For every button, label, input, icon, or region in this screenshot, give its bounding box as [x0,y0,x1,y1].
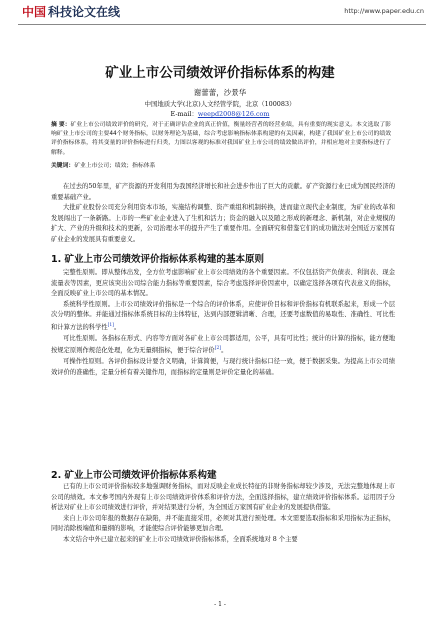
intro-paragraph: 在过去的50年里，矿产资源的开发利用为我国经济增长和社会进步作出了巨大的贡献。矿产资源行业已成为国民经济的重要基础产业。 [51,183,395,201]
header-divider [18,24,426,25]
section-paragraph: 完整性原则。即从整体出发，全方位考虑影响矿业上市公司绩效的各个重要因素。不仅包括资产负债表、利润表、现金流量表等因素，更应该突出公司综合能力指标等重要因素，综合考虑选择评价因素中，以确定选择各项有代表意义的指标，全面反映矿业上市公司的基本情况。 [51,269,395,298]
section-paragraph: 本文结合中外已建立起来的矿业上市公司绩效评价指标体系，全面系统地对 8 个主要 [63,535,298,543]
citation-ref[interactable]: [1] [107,322,115,328]
section-paragraph: 系统科学性原则。上市公司绩效评价指标是一个综合的评价体系，应使评价目标和评价指标有机联系起来，形成一个层次分明的整体。并能通过指标体系统目标的主体特征，达到内部逻辑清晰、合理，还要考虑数值的易取性、准确性、可比性和计算方法的科学性[1]。 [51,300,395,332]
abstract-text: 矿业上市公司绩效评价的研究，对于正确评估企业的真正价值，衡量经营者的经营业绩，具有重要的现实意义。本文选取了影响矿业上市公司的主要44个财务指标，以财务理论为基础，综合考虑影响指标体系构建的有关因素，构建了我国矿业上市公司的绩效评价指标体系，将其变量的评价指标进行归类，力图以客观的标准对我国矿业上市公司的绩效做出评价，并相应地对主要指标进行了解释。 [51,122,391,156]
section-paragraph: 可比性原则。各指标在形式、内容等方面对各矿业上市公司都适用，公平，具有可比性；统计的计算的指标，能方便地按规定原则作规范化处理，化为无量纲指标，便于综合评价[2]。 [51,334,395,355]
abstract [51,121,391,158]
keywords-text: 矿业上市公司；绩效；指标体系 [74,163,156,169]
section-paragraph: 已有的上市公司评价指标较多地强调财务指标，而对反映企业成长特征的非财务指标却较少涉及，无法完整地体现上市公司的绩效。本文参考国内外现有上市公司绩效评价体系和评价方法，全面选择指标，建立绩效评价指标体系。运用因子分析法对矿业上市公司绩效进行评价，并对结果进行分析，为全国近万家国有矿业企业的发展提供借鉴。 [51,483,395,512]
section-paragraph: 来自上市公司年报的数据存在缺陷，并不能直接采用，必须对其进行预处理。本文需要选取指标和采用指标为正指标，同时消除极端值和量纲的影响，才能使综合评价能够更加合理。 [51,514,395,533]
paper-authors: 谢蕾蕾，沙景华 [193,88,247,97]
page-number: - 1 - [214,601,226,608]
section-2-body [51,482,395,546]
abstract-label: 摘 要： [51,122,71,128]
site-url[interactable]: http://www.paper.edu.cn [344,7,424,15]
introduction [51,182,395,246]
section-1-body [51,268,395,378]
citation-ref[interactable]: [2] [214,346,222,352]
email-link[interactable]: weepd2008@126.com [197,110,270,118]
logo-sciencepaper: 科技论文在线 [48,4,121,19]
section-paragraph: 可操作性原则。各评价指标设计要含义明确，计算简便，与现行统计指标口径一致，便于数据采集。为提高上市公司绩效评价的准确性，定量分析有着关键作用，而指标的定量则是评价定量化的基础。 [51,357,395,376]
intro-paragraph: 大批矿业股份公司充分利用资本市场，实施结构调整、资产重组和机制转换，进而建立现代企业制度，为矿业的改革和发展闯出了一条新路。上市的一些矿业企业进入了生机和活力；资金的融入以及随之形成的新理念、新机制，对企业规模的扩大、产业的升级和技术的更新，公司治理水平的提升产生了重要作用。全面研究和借鉴它们的成功做法对全国近万家国有矿业企业的发展具有重要意义。 [51,204,395,243]
section-1-heading: 1. 矿业上市公司绩效评价指标体系构建的基本原则 [51,254,265,265]
paper-title: 矿业上市公司绩效评价指标体系的构建 [105,65,335,81]
keywords [51,160,391,169]
site-header [0,0,440,22]
keywords-label: 关键词： [51,163,75,169]
email-label: E-mail： [170,110,198,118]
section-2-heading: 2. 矿业上市公司绩效评价指标体系构建 [51,470,217,481]
paper-email-line [0,109,440,118]
site-logo[interactable] [22,3,120,20]
paper-affiliation: 中国地质大学(北京)人文经管学院，北京（100083） [144,100,296,108]
logo-china: 中国 [22,4,47,19]
